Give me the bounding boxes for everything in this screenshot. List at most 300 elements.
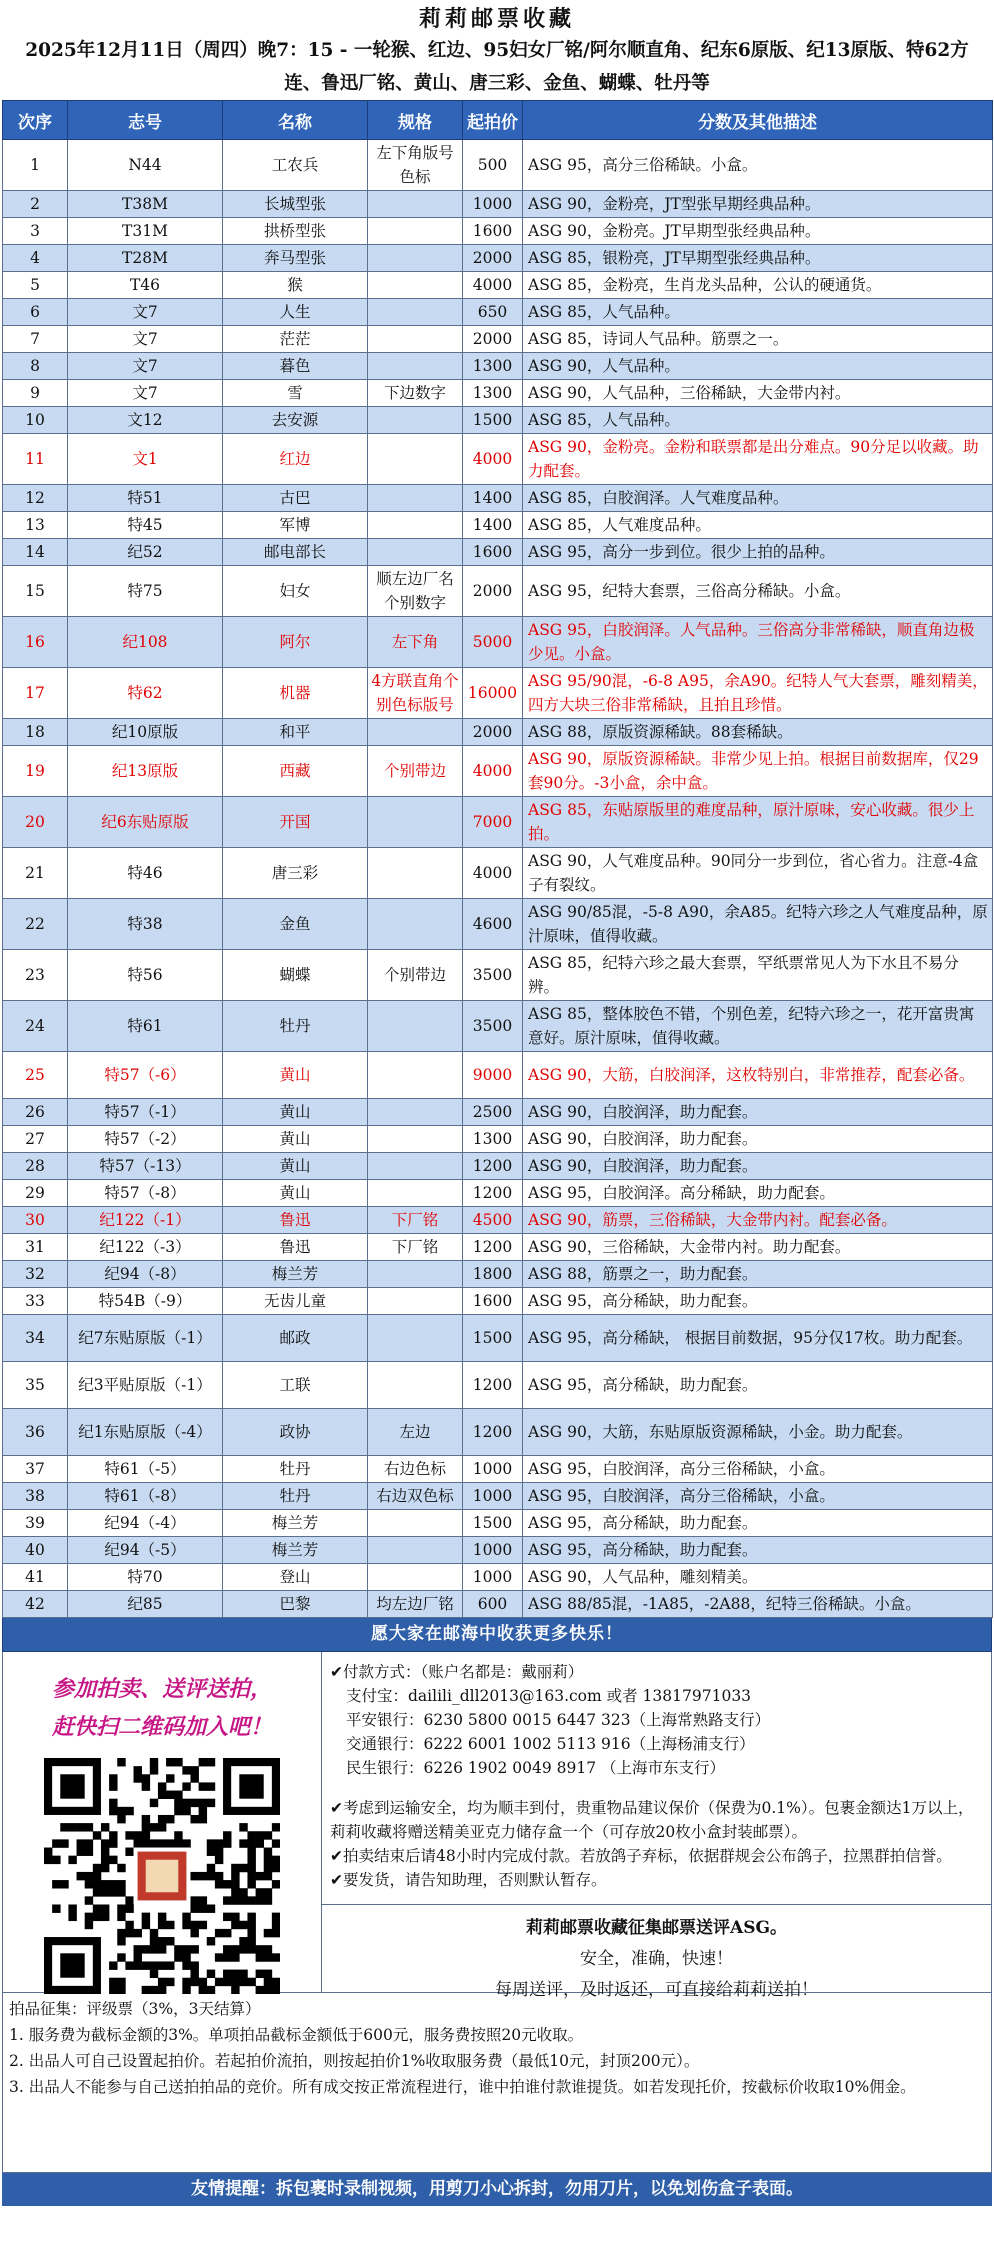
cell-code: 特61（-5） — [68, 1456, 223, 1483]
cell-code: 特61（-8） — [68, 1483, 223, 1510]
cell-desc: ASG 85，人气品种。 — [523, 299, 993, 326]
table-row — [3, 1510, 993, 1537]
cell-code: 特57（-1） — [68, 1099, 223, 1126]
cell-no: 37 — [3, 1456, 68, 1483]
cell-spec — [368, 1099, 463, 1126]
table-row — [3, 1591, 993, 1618]
cell-price: 650 — [463, 299, 523, 326]
cell-desc: ASG 90，白胶润泽，助力配套。 — [523, 1153, 993, 1180]
cell-price: 3500 — [463, 1001, 523, 1052]
cell-no: 40 — [3, 1537, 68, 1564]
cell-spec — [368, 1153, 463, 1180]
cell-price: 1800 — [463, 1261, 523, 1288]
cell-no: 27 — [3, 1126, 68, 1153]
table-row — [3, 299, 993, 326]
auction-sheet — [2, 0, 992, 2206]
bank-account-bocom: 交通银行：6222 6001 1002 5113 916（上海杨浦支行） — [346, 1735, 755, 1753]
table-row — [3, 797, 993, 848]
cell-spec — [368, 1537, 463, 1564]
cell-spec: 下边数字 — [368, 380, 463, 407]
cell-code: N44 — [68, 140, 223, 191]
cell-price: 1200 — [463, 1409, 523, 1456]
cell-code: 文7 — [68, 380, 223, 407]
table-row — [3, 668, 993, 719]
cell-no: 8 — [3, 353, 68, 380]
table-row — [3, 1483, 993, 1510]
table-row — [3, 245, 993, 272]
table-row — [3, 1315, 993, 1362]
cell-no: 16 — [3, 617, 68, 668]
cell-no: 10 — [3, 407, 68, 434]
cell-desc: ASG 95，高分稀缺， 根据目前数据，95分仅17枚。助力配套。 — [523, 1315, 993, 1362]
cell-name: 工联 — [223, 1362, 368, 1409]
cell-price: 500 — [463, 140, 523, 191]
cell-price: 1000 — [463, 1483, 523, 1510]
cell-desc: ASG 90，白胶润泽，助力配套。 — [523, 1099, 993, 1126]
column-header: 志号 — [68, 101, 223, 140]
cell-no: 7 — [3, 326, 68, 353]
cell-price: 1300 — [463, 380, 523, 407]
cell-no: 23 — [3, 950, 68, 1001]
cell-desc: ASG 85，银粉亮，JT早期型张经典品种。 — [523, 245, 993, 272]
cell-price: 1000 — [463, 1537, 523, 1564]
cell-desc: ASG 95，白胶润泽。人气品种。三俗高分非常稀缺，顺直角边极少见。小盒。 — [523, 617, 993, 668]
table-row — [3, 1180, 993, 1207]
table-row — [3, 1564, 993, 1591]
table-row — [3, 218, 993, 245]
cell-spec — [368, 1362, 463, 1409]
cell-desc: ASG 90，人气品种，三俗稀缺，大金带内衬。 — [523, 380, 993, 407]
cell-price: 4000 — [463, 848, 523, 899]
column-header: 名称 — [223, 101, 368, 140]
cell-spec — [368, 245, 463, 272]
cell-no: 39 — [3, 1510, 68, 1537]
cell-desc: ASG 85，人气难度品种。 — [523, 512, 993, 539]
cell-spec — [368, 1288, 463, 1315]
cell-spec — [368, 1052, 463, 1099]
cell-no: 41 — [3, 1564, 68, 1591]
cell-no: 1 — [3, 140, 68, 191]
cell-name: 政协 — [223, 1409, 368, 1456]
cell-code: T46 — [68, 272, 223, 299]
cell-price: 1000 — [463, 1564, 523, 1591]
cell-code: 特45 — [68, 512, 223, 539]
cell-price: 16000 — [463, 668, 523, 719]
qr-code-graphic — [44, 1758, 280, 1994]
auction-subtitle: 2025年12月11日（周四）晚7：15 - 一轮猴、红边、95妇女厂铭/阿尔顺直角、纪东6原版、纪13原版、特62方连、鲁迅厂铭、黄山、唐三彩、金鱼、蝴蝶、牡丹等 — [25, 40, 969, 94]
cell-price: 1500 — [463, 1510, 523, 1537]
cell-no: 31 — [3, 1234, 68, 1261]
rule-1: 1. 服务费为截标金额的3%。单项拍品截标金额低于600元，服务费按照20元收取。 — [9, 2026, 584, 2044]
cell-no: 29 — [3, 1180, 68, 1207]
cell-desc: ASG 88/85混，-1A85，-2A88，纪特三俗稀缺。小盒。 — [523, 1591, 993, 1618]
info-panel — [2, 1652, 992, 2000]
join-line-1: 参加拍卖、送评送拍， — [51, 1676, 272, 1702]
cell-no: 25 — [3, 1052, 68, 1099]
cell-code: 纪6东贴原版 — [68, 797, 223, 848]
table-row — [3, 1126, 993, 1153]
cell-no: 28 — [3, 1153, 68, 1180]
join-slogan — [3, 1652, 321, 1746]
greeting-banner: 愿大家在邮海中收获更多快乐！ — [2, 1618, 992, 1652]
table-row — [3, 539, 993, 566]
rules-title: 拍品征集：评级票（3%，3天结算） — [9, 2000, 261, 2018]
qr-code-icon[interactable] — [44, 1758, 280, 1994]
cell-price: 4600 — [463, 899, 523, 950]
table-row — [3, 140, 993, 191]
cell-price: 3500 — [463, 950, 523, 1001]
table-row — [3, 1099, 993, 1126]
cell-code: 文7 — [68, 353, 223, 380]
cell-price: 1000 — [463, 191, 523, 218]
table-row — [3, 434, 993, 485]
cell-spec — [368, 191, 463, 218]
cell-no: 20 — [3, 797, 68, 848]
cell-no: 2 — [3, 191, 68, 218]
cell-name: 牡丹 — [223, 1001, 368, 1052]
bank-account-minsheng: 民生银行：6226 1902 0049 8917 （上海市东支行） — [346, 1759, 725, 1777]
cell-spec: 左下角版号色标 — [368, 140, 463, 191]
cell-name: 雪 — [223, 380, 368, 407]
shipping-note: ✔考虑到运输安全，均为顺丰到付，贵重物品建议保价（保费为0.1%）。包裹金额达1万以上，莉莉收藏将赠送精美亚克力储存盒一个（可存放20枚小盒封装邮票）。 — [330, 1799, 974, 1841]
cell-no: 22 — [3, 899, 68, 950]
cell-spec — [368, 407, 463, 434]
cell-no: 33 — [3, 1288, 68, 1315]
cell-no: 3 — [3, 218, 68, 245]
cell-code: 纪85 — [68, 1591, 223, 1618]
cell-desc: ASG 88，原版资源稀缺。88套稀缺。 — [523, 719, 993, 746]
column-header: 起拍价 — [463, 101, 523, 140]
cell-name: 无齿儿童 — [223, 1288, 368, 1315]
cell-name: 奔马型张 — [223, 245, 368, 272]
cell-code: 纪10原版 — [68, 719, 223, 746]
cell-code: 纪122（-1） — [68, 1207, 223, 1234]
column-header: 次序 — [3, 101, 68, 140]
cell-price: 9000 — [463, 1052, 523, 1099]
cell-price: 1300 — [463, 1126, 523, 1153]
cell-desc: ASG 90，筋票，三俗稀缺，大金带内衬。配套必备。 — [523, 1207, 993, 1234]
cell-price: 2000 — [463, 566, 523, 617]
cell-code: 特57（-6） — [68, 1052, 223, 1099]
cell-price: 7000 — [463, 797, 523, 848]
cell-name: 工农兵 — [223, 140, 368, 191]
cell-code: 纪13原版 — [68, 746, 223, 797]
cell-no: 35 — [3, 1362, 68, 1409]
cell-code: 特57（-2） — [68, 1126, 223, 1153]
cell-desc: ASG 95，白胶润泽。高分稀缺，助力配套。 — [523, 1180, 993, 1207]
cell-no: 11 — [3, 434, 68, 485]
cell-name: 牡丹 — [223, 1483, 368, 1510]
cell-no: 6 — [3, 299, 68, 326]
payment-deadline-note: ✔拍卖结束后请48小时内完成付款。若放鸽子弃标，依据群规会公布鸽子，拉黑群拍信誉。 — [330, 1847, 952, 1865]
cell-name: 邮电部长 — [223, 539, 368, 566]
cell-spec — [368, 899, 463, 950]
cell-desc: ASG 95，高分三俗稀缺。小盒。 — [523, 140, 993, 191]
cell-name: 金鱼 — [223, 899, 368, 950]
cell-price: 1000 — [463, 1456, 523, 1483]
lot-table — [2, 100, 993, 1618]
cell-desc: ASG 90，金粉亮，JT型张早期经典品种。 — [523, 191, 993, 218]
cell-name: 暮色 — [223, 353, 368, 380]
cell-code: 特46 — [68, 848, 223, 899]
cell-code: T38M — [68, 191, 223, 218]
cell-price: 2000 — [463, 719, 523, 746]
cell-name: 梅兰芳 — [223, 1261, 368, 1288]
cell-spec: 均左边厂铭 — [368, 1591, 463, 1618]
table-header — [3, 101, 993, 140]
table-row — [3, 1207, 993, 1234]
service-line-2: 安全，准确，快速！ — [580, 1949, 733, 1969]
cell-no: 4 — [3, 245, 68, 272]
cell-no: 19 — [3, 746, 68, 797]
cell-spec — [368, 719, 463, 746]
cell-spec — [368, 1001, 463, 1052]
cell-spec — [368, 1564, 463, 1591]
page-title: 莉莉邮票收藏 — [418, 6, 575, 32]
table-row — [3, 485, 993, 512]
column-header: 分数及其他描述 — [523, 101, 993, 140]
cell-desc: ASG 85，纪特六珍之最大套票，罕纸票常见人为下水且不易分辨。 — [523, 950, 993, 1001]
cell-name: 黄山 — [223, 1180, 368, 1207]
table-row — [3, 1153, 993, 1180]
cell-name: 和平 — [223, 719, 368, 746]
cell-price: 1600 — [463, 1288, 523, 1315]
cell-code: 特51 — [68, 485, 223, 512]
cell-code: T31M — [68, 218, 223, 245]
cell-name: 鲁迅 — [223, 1207, 368, 1234]
table-row — [3, 1537, 993, 1564]
cell-no: 5 — [3, 272, 68, 299]
cell-no: 30 — [3, 1207, 68, 1234]
table-row — [3, 746, 993, 797]
cell-name: 阿尔 — [223, 617, 368, 668]
cell-name: 去安源 — [223, 407, 368, 434]
footer-reminder: 友情提醒：拆包裹时录制视频，用剪刀小心拆封，勿用刀片，以免划伤盒子表面。 — [2, 2173, 992, 2206]
cell-desc: ASG 85，人气品种。 — [523, 407, 993, 434]
cell-name: 巴黎 — [223, 1591, 368, 1618]
cell-name: 猴 — [223, 272, 368, 299]
cell-no: 36 — [3, 1409, 68, 1456]
cell-no: 21 — [3, 848, 68, 899]
grading-service — [322, 1904, 991, 2006]
service-line-1: 莉莉邮票收藏征集邮票送评ASG。 — [526, 1918, 787, 1938]
cell-name: 蝴蝶 — [223, 950, 368, 1001]
cell-name: 人生 — [223, 299, 368, 326]
cell-name: 茫茫 — [223, 326, 368, 353]
table-row — [3, 353, 993, 380]
cell-spec — [368, 485, 463, 512]
cell-desc: ASG 85，东贴原版里的难度品种，原汁原味，安心收藏。很少上拍。 — [523, 797, 993, 848]
cell-spec — [368, 434, 463, 485]
table-row — [3, 617, 993, 668]
cell-code: 文7 — [68, 299, 223, 326]
cell-spec: 下厂铭 — [368, 1207, 463, 1234]
cell-spec: 顺左边厂名个别数字 — [368, 566, 463, 617]
cell-name: 古巴 — [223, 485, 368, 512]
cell-desc: ASG 95，纪特大套票，三俗高分稀缺。小盒。 — [523, 566, 993, 617]
cell-code: 纪7东贴原版（-1） — [68, 1315, 223, 1362]
rule-3: 3. 出品人不能参与自己送拍拍品的竞价。所有成交按正常流程进行，谁中拍谁付款谁提货。如若发现托价，按截标价收取10%佣金。 — [9, 2078, 916, 2096]
cell-code: 特38 — [68, 899, 223, 950]
cell-price: 1200 — [463, 1362, 523, 1409]
cell-desc: ASG 90，大筋，白胶润泽，这枚特别白，非常推荐，配套必备。 — [523, 1052, 993, 1099]
table-row — [3, 1456, 993, 1483]
cell-name: 梅兰芳 — [223, 1510, 368, 1537]
cell-price: 2000 — [463, 326, 523, 353]
lot-rows — [3, 140, 993, 1618]
join-panel — [2, 1652, 322, 1992]
cell-name: 长城型张 — [223, 191, 368, 218]
cell-code: 文1 — [68, 434, 223, 485]
cell-desc: ASG 95，高分稀缺，助力配套。 — [523, 1362, 993, 1409]
table-row — [3, 899, 993, 950]
cell-desc: ASG 90，三俗稀缺，大金带内衬。助力配套。 — [523, 1234, 993, 1261]
cell-name: 邮政 — [223, 1315, 368, 1362]
cell-price: 4000 — [463, 272, 523, 299]
table-row — [3, 512, 993, 539]
cell-no: 24 — [3, 1001, 68, 1052]
cell-spec — [368, 539, 463, 566]
table-row — [3, 719, 993, 746]
cell-name: 黄山 — [223, 1153, 368, 1180]
cell-desc: ASG 90，人气品种，雕刻精美。 — [523, 1564, 993, 1591]
cell-spec — [368, 1315, 463, 1362]
cell-spec: 左下角 — [368, 617, 463, 668]
table-row — [3, 1409, 993, 1456]
header — [2, 0, 992, 100]
table-row — [3, 1261, 993, 1288]
cell-name: 机器 — [223, 668, 368, 719]
cell-name: 开国 — [223, 797, 368, 848]
cell-spec — [368, 353, 463, 380]
cell-name: 鲁迅 — [223, 1234, 368, 1261]
cell-price: 4000 — [463, 434, 523, 485]
cell-price: 1200 — [463, 1234, 523, 1261]
cell-no: 14 — [3, 539, 68, 566]
payment-title: ✔付款方式：（账户名都是：戴丽莉） — [330, 1663, 584, 1681]
cell-code: 文12 — [68, 407, 223, 434]
cell-name: 唐三彩 — [223, 848, 368, 899]
cell-price: 2000 — [463, 245, 523, 272]
cell-spec — [368, 1126, 463, 1153]
table-row — [3, 1362, 993, 1409]
cell-desc: ASG 85，金粉亮，生肖龙头品种，公认的硬通货。 — [523, 272, 993, 299]
cell-spec: 右边双色标 — [368, 1483, 463, 1510]
cell-price: 1300 — [463, 353, 523, 380]
table-row — [3, 1234, 993, 1261]
cell-price: 1600 — [463, 218, 523, 245]
cell-code: T28M — [68, 245, 223, 272]
cell-spec: 4方联直角个别色标版号 — [368, 668, 463, 719]
cell-desc: ASG 95，白胶润泽，高分三俗稀缺，小盒。 — [523, 1456, 993, 1483]
cell-desc: ASG 90，白胶润泽，助力配套。 — [523, 1126, 993, 1153]
cell-name: 黄山 — [223, 1052, 368, 1099]
cell-code: 特70 — [68, 1564, 223, 1591]
cell-code: 纪108 — [68, 617, 223, 668]
cell-price: 1500 — [463, 407, 523, 434]
cell-no: 26 — [3, 1099, 68, 1126]
cell-name: 登山 — [223, 1564, 368, 1591]
cell-code: 纪1东贴原版（-4） — [68, 1409, 223, 1456]
cell-desc: ASG 90/85混，-5-8 A90，余A85。纪特六珍之人气难度品种，原汁原味，值得收藏。 — [523, 899, 993, 950]
payment-panel — [322, 1652, 992, 2000]
cell-desc: ASG 85，诗词人气品种。筋票之一。 — [523, 326, 993, 353]
cell-code: 纪3平贴原版（-1） — [68, 1362, 223, 1409]
cell-price: 2500 — [463, 1099, 523, 1126]
cell-name: 黄山 — [223, 1099, 368, 1126]
cell-spec: 个别带边 — [368, 950, 463, 1001]
cell-no: 13 — [3, 512, 68, 539]
table-row — [3, 272, 993, 299]
cell-spec — [368, 326, 463, 353]
cell-desc: ASG 95/90混，-6-8 A95，余A90。纪特人气大套票，雕刻精美，四方大块三俗非常稀缺，且拍且珍惜。 — [523, 668, 993, 719]
cell-code: 特61 — [68, 1001, 223, 1052]
cell-code: 特57（-8） — [68, 1180, 223, 1207]
column-header: 规格 — [368, 101, 463, 140]
cell-code: 特56 — [68, 950, 223, 1001]
cell-spec: 右边色标 — [368, 1456, 463, 1483]
cell-price: 600 — [463, 1591, 523, 1618]
cell-no: 34 — [3, 1315, 68, 1362]
cell-desc: ASG 95，高分稀缺，助力配套。 — [523, 1510, 993, 1537]
cell-name: 拱桥型张 — [223, 218, 368, 245]
cell-spec: 下厂铭 — [368, 1234, 463, 1261]
cell-name: 妇女 — [223, 566, 368, 617]
table-row — [3, 848, 993, 899]
cell-spec: 左边 — [368, 1409, 463, 1456]
cell-spec: 个别带边 — [368, 746, 463, 797]
table-row — [3, 566, 993, 617]
cell-desc: ASG 90，人气品种。 — [523, 353, 993, 380]
cell-name: 牡丹 — [223, 1456, 368, 1483]
consignment-rules — [2, 1993, 992, 2173]
cell-price: 1200 — [463, 1180, 523, 1207]
table-row — [3, 380, 993, 407]
cell-no: 38 — [3, 1483, 68, 1510]
cell-code: 纪94（-4） — [68, 1510, 223, 1537]
cell-code: 纪52 — [68, 539, 223, 566]
cell-name: 红边 — [223, 434, 368, 485]
table-row — [3, 1288, 993, 1315]
cell-code: 纪94（-8） — [68, 1261, 223, 1288]
cell-price: 1500 — [463, 1315, 523, 1362]
cell-desc: ASG 90，金粉亮。金粉和联票都是出分难点。90分足以收藏。助力配套。 — [523, 434, 993, 485]
cell-spec — [368, 1180, 463, 1207]
cell-code: 特75 — [68, 566, 223, 617]
cell-price: 1400 — [463, 485, 523, 512]
cell-code: 特54B（-9） — [68, 1288, 223, 1315]
delivery-note: ✔要发货，请告知助理，否则默认暂存。 — [330, 1871, 607, 1889]
cell-spec — [368, 512, 463, 539]
cell-price: 1200 — [463, 1153, 523, 1180]
table-row — [3, 407, 993, 434]
cell-spec — [368, 272, 463, 299]
cell-desc: ASG 90，原版资源稀缺。非常少见上拍。根据目前数据库，仅29套90分。-3小盒，余中盒。 — [523, 746, 993, 797]
cell-name: 西藏 — [223, 746, 368, 797]
cell-desc: ASG 88，筋票之一，助力配套。 — [523, 1261, 993, 1288]
cell-no: 17 — [3, 668, 68, 719]
cell-desc: ASG 85，整体胶色不错，个别色差，纪特六珍之一，花开富贵寓意好。原汁原味，值得收藏。 — [523, 1001, 993, 1052]
table-row — [3, 191, 993, 218]
cell-price: 5000 — [463, 617, 523, 668]
cell-desc: ASG 90，大筋，东贴原版资源稀缺，小金。助力配套。 — [523, 1409, 993, 1456]
cell-code: 特57（-13） — [68, 1153, 223, 1180]
join-line-2: 赶快扫二维码加入吧！ — [51, 1714, 272, 1740]
cell-price: 4000 — [463, 746, 523, 797]
cell-spec — [368, 848, 463, 899]
rule-2: 2. 出品人可自己设置起拍价。若起拍价流拍，则按起拍价1%收取服务费（最低10元，封顶200元）。 — [9, 2052, 700, 2070]
cell-price: 4500 — [463, 1207, 523, 1234]
